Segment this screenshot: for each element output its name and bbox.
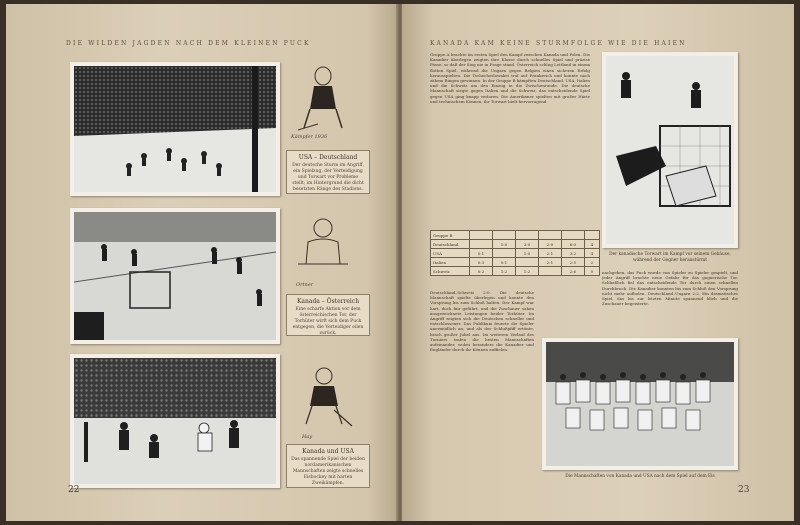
team-lineup-image (546, 342, 734, 466)
caption-box-3 (286, 444, 370, 488)
right-page-number: 23 (738, 485, 750, 495)
group-title: Gruppe B (431, 231, 470, 240)
sketch-signature-1: Kämpfer 1936 (291, 134, 328, 140)
caption-text-3: Das spannende Spiel der beiden nordamerikanischen Mannschaften zeigte schnelles Eishockey mit harten Zweikämpfen. (291, 457, 365, 486)
goalie-sketch-icon (288, 214, 358, 284)
caption-title-3: Kanada und USA (302, 448, 354, 455)
table-row: Schweiz 0:2 1:2 1:2 2:6 0 (431, 267, 600, 276)
bottom-photo-caption: Die Mannschaften von Kanada und USA nach dem Spiel auf dem Eis (565, 474, 715, 479)
right-page (402, 4, 794, 521)
photo-goalie-dive (602, 52, 738, 248)
right-page-header: KANADA KAM KEINE STURMFOLGE WIE DIE HAIEN (430, 40, 687, 47)
sketch-signature-3: Hay (302, 434, 313, 440)
book-spread (6, 4, 794, 521)
top-photo-caption: Der kanadische Torwart im Kampf vor seinem Gehäuse, während der Gegner heranstürmt (609, 252, 731, 263)
photo-canada-usa (70, 354, 280, 488)
table-header-row (431, 231, 600, 240)
caption-box-2 (286, 294, 370, 336)
photo-team-lineup (542, 338, 738, 470)
photo-usa-germany (70, 62, 280, 196)
caption-box-1 (286, 150, 370, 194)
goalie-dive-image (606, 56, 734, 244)
hockey-stadium-image (74, 66, 276, 192)
left-page-number: 22 (68, 485, 80, 495)
sketch-signature-2: Ortner (296, 282, 314, 288)
photo-canada-austria (70, 208, 280, 344)
text-column-3: nachgeben, das Puck wurde von Spieler zu Spieler gespielt, und jeder Angriff brachte neue Gefahr für das gegnerische Tor. Schließlich fiel das entscheidende Tor durch einen schnellen Durchbruch. Die Kanadier konnten bis zum Schluß den Vorsprung nicht mehr aufholen. Deutschland–Ungarn 2:2. Ein dramatisches Spiel, das bis zur letzten Minute spannend blieb und die Zuschauer begeisterte. (602, 270, 738, 307)
left-page (6, 4, 398, 521)
group-standings-table (430, 230, 600, 276)
skater-sketch-icon (294, 364, 354, 434)
text-column-2: Deutschland–Schweiz 2:0. Die deutsche Mannschaft spielte überlegen und konnte den Vorsprung bis zum Schluß halten. Der Kampf war hart, doch fair geführt, und die Zuschauer sahen ausgezeichnete Leistungen beider Torhüter. Im Angriff zeigten sich die Deutschen schneller und entschlossener. Das Publikum feuerte die Spieler unermüdlich an, und als der Schlußpfiff ertönte, brach großer Jubel aus. Im weiteren Verlauf des Turniers trafen die besten Mannschaften aufeinander, wobei besonders die Kanadier und Engländer durch ihr Können auffielen. (430, 290, 534, 353)
left-page-header: DIE WILDEN JAGDEN NACH DEM KLEINEN PUCK (66, 40, 311, 47)
player-sketch-icon (288, 64, 358, 144)
table-row: USA 0:1 1:0 2:1 3:2 4 (431, 249, 600, 258)
table-row: Deutschland 1:0 3:0 2:0 6:0 4 (431, 240, 600, 249)
text-column-1: Gruppe A brachte im ersten Spiel den Kampf zwischen Kanada und Polen. Die Kanadier überlegen zeigten ihre Klasse durch schnelles Spiel und präzise Pässe, so daß der Sieg nie in Frage stand. Österreich schlug Lettland in einem flotten Spiel, während die Ungarn gegen Belgien einen sicheren Erfolg herausspielten. Die Tschechoslowakei traf auf Frankreich und konnte nach zähem Ringen gewinnen. In der Gruppe B kämpften Deutschland, USA, Italien und die Schweiz um den Einzug in die Zwischenrunde. Die deutsche Mannschaft siegte gegen Italien und die Schweiz, das entscheidende Spiel gegen USA ging knapp verloren. Die Amerikaner spielten mit großer Härte und technischem Können, ihr Torwart hielt hervorragend. (430, 52, 590, 104)
caption-title-1: USA – Deutschland (298, 154, 358, 161)
caption-text-2: Eine scharfe Aktion vor dem österreichischen Tor, der Torhüter wirft sich dem Puck entgegen, die Verteidiger eilen zurück. (292, 307, 364, 336)
faceoff-image (74, 358, 276, 484)
caption-text-1: Der deutsche Sturm im Angriff, ein Spielzug, der Verteidigung und Torwart vor Probleme stellt; im Hintergrund die dicht besetzten Ränge des Stadions. (292, 163, 364, 192)
caption-title-2: Kanada – Österreich (296, 298, 360, 305)
goal-action-image (74, 212, 276, 340)
table-row: Italien 0:3 0:1 2:1 2:5 2 (431, 258, 600, 267)
